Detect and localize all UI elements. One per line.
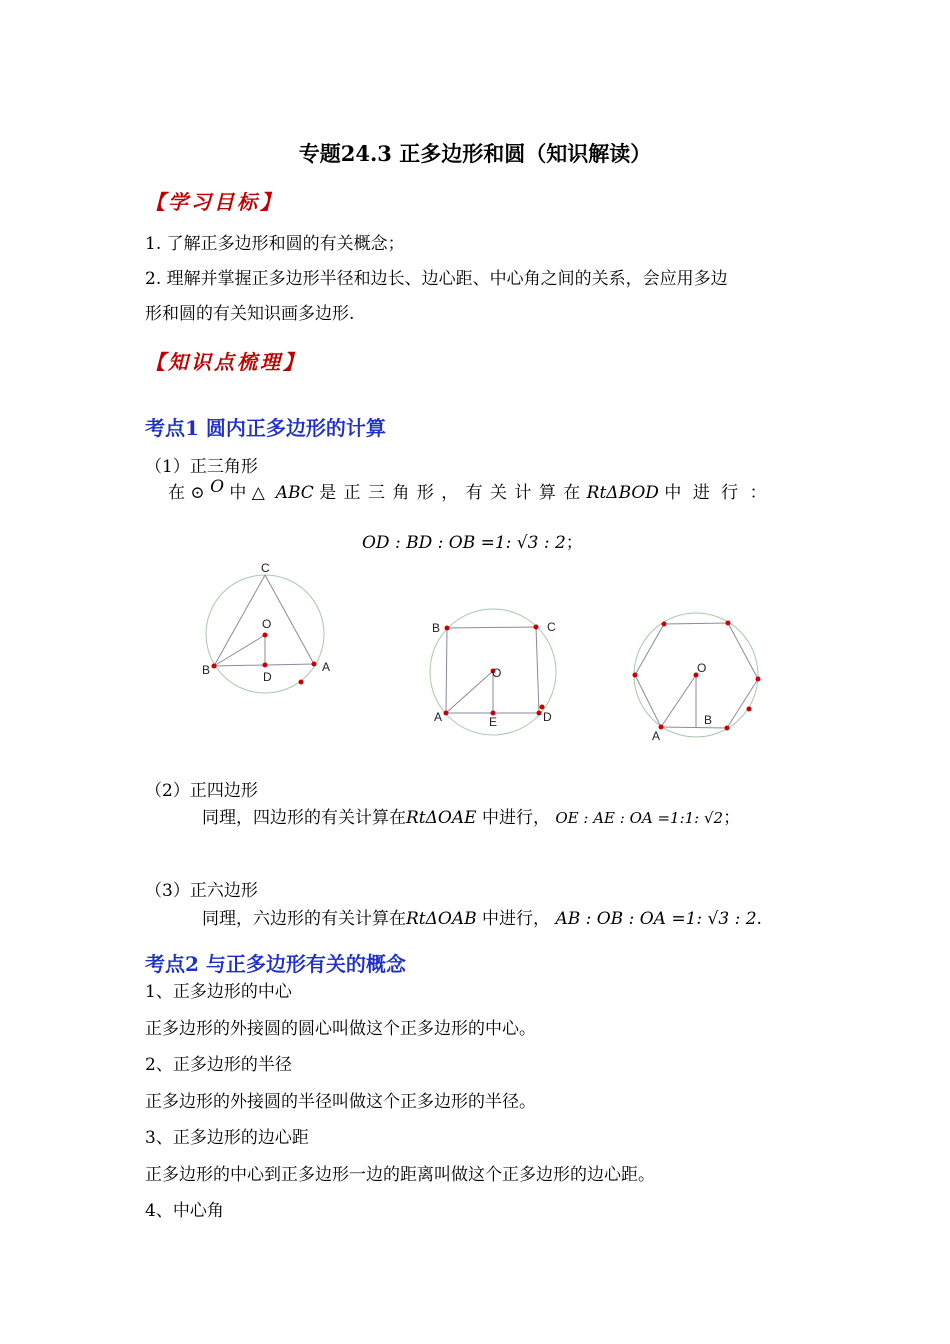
tri-text-3: 是 正 三 角 形 ， 有 关 计 算 在 — [319, 483, 582, 503]
concept-3-title: 3、正多边形的边心距 — [145, 1128, 309, 1148]
tri-O: O — [210, 477, 224, 497]
objective-2-cont: 形和圆的有关知识画多边形. — [145, 304, 355, 324]
hexagon-label: （3）正六边形 — [145, 881, 258, 901]
tri-formula: OD : BD : OB =1: √3 : 2 — [362, 533, 566, 553]
hex-dot-1 — [662, 622, 667, 627]
sq-dot-A — [444, 711, 449, 716]
tri-label-B: B — [202, 663, 211, 677]
tri-label-D: D — [263, 670, 272, 684]
triangle-sentence — [168, 478, 770, 503]
hex-rt: RtΔOAB — [406, 909, 477, 929]
sq-dot-C — [534, 625, 539, 630]
hex-label-B: B — [704, 713, 713, 727]
hex-dot-4 — [747, 707, 752, 712]
hexagon-sentence — [202, 904, 762, 929]
sq-label-O: O — [492, 666, 502, 680]
concept-2-text: 正多边形的外接圆的半径叫做这个正多边形的半径。 — [145, 1092, 536, 1112]
sq-label-C: C — [547, 620, 556, 634]
sq-dot-extra — [540, 705, 545, 710]
tri-text-4: 中 进 行 ： — [664, 483, 770, 503]
hex-AO — [661, 675, 696, 727]
point2-heading: 考点2 与正多边形有关的概念 — [145, 952, 406, 976]
sq-dot-D — [537, 711, 542, 716]
hex-text: 同理，六边形的有关计算在 — [202, 909, 406, 929]
page-title: 专题24.3 正多边形和圆（知识解读） — [298, 141, 652, 166]
tri-BO — [214, 635, 265, 666]
concept-1-text: 正多边形的外接圆的圆心叫做这个正多边形的中心。 — [145, 1019, 536, 1039]
tri-dot-A — [312, 662, 317, 667]
hex-dot-2 — [726, 621, 731, 626]
sq-label-D: D — [543, 710, 552, 724]
hex-formula: AB : OB : OA =1: √3 : 2 — [555, 909, 757, 929]
sq-tail: ； — [723, 808, 741, 828]
tri-dot-O — [263, 633, 268, 638]
objective-1: 1. 了解正多边形和圆的有关概念； — [145, 234, 405, 254]
tri-text-1: 在 ⊙ — [168, 483, 211, 503]
sq-mid: 中进行， — [481, 808, 550, 828]
knowledge-heading: 【知识点梳理】 — [145, 350, 306, 374]
tri-text-2: 中 △ — [229, 483, 271, 503]
concept-1-title: 1、正多边形的中心 — [145, 982, 292, 1002]
triangle-formula — [362, 528, 583, 553]
triangle-figure — [200, 560, 340, 700]
triangle-label: （1）正三角形 — [145, 457, 258, 477]
tri-ABC: ABC — [275, 483, 314, 503]
square-sentence — [202, 803, 740, 828]
hex-dot-5 — [725, 726, 730, 731]
sq-label-A: A — [434, 710, 443, 724]
sq-AO — [446, 671, 493, 713]
tri-formula-tail: ； — [565, 533, 583, 553]
sq-label-B: B — [432, 621, 441, 635]
sq-formula: OE : AE : OA =1:1: √2 — [555, 809, 724, 827]
tri-dot-D — [263, 663, 268, 668]
hex-tail: . — [756, 909, 762, 929]
tri-label-A: A — [322, 660, 331, 674]
concept-3-text: 正多边形的中心到正多边形一边的距离叫做这个正多边形的边心距。 — [145, 1165, 655, 1185]
hexagon-figure — [628, 610, 768, 745]
objectives-heading: 【学习目标】 — [145, 190, 283, 214]
square-figure — [428, 615, 568, 735]
sq-text: 同理，四边形的有关计算在 — [202, 808, 406, 828]
tri-label-C: C — [261, 561, 270, 575]
sq-label-E: E — [489, 715, 498, 729]
tri-dot-B — [212, 664, 217, 669]
tri-label-O: O — [262, 617, 272, 631]
objective-2: 2. 理解并掌握正多边形半径和边长、边心距、中心角之间的关系，会应用多边 — [145, 269, 728, 289]
hex-dot-6 — [633, 673, 638, 678]
hex-mid: 中进行， — [482, 909, 551, 929]
tri-rt: RtΔBOD — [586, 483, 659, 503]
square-label: （2）正四边形 — [145, 781, 258, 801]
hex-dot-3 — [756, 677, 761, 682]
sq-rt: RtΔOAE — [406, 808, 477, 828]
concept-2-title: 2、正多边形的半径 — [145, 1055, 292, 1075]
hex-label-A: A — [652, 729, 661, 743]
point1-heading: 考点1 圆内正多边形的计算 — [145, 416, 386, 440]
hex-label-O: O — [697, 661, 707, 675]
tri-dot-extra — [299, 680, 304, 685]
sq-dot-B — [445, 626, 450, 631]
concept-4-title: 4、中心角 — [145, 1201, 224, 1221]
